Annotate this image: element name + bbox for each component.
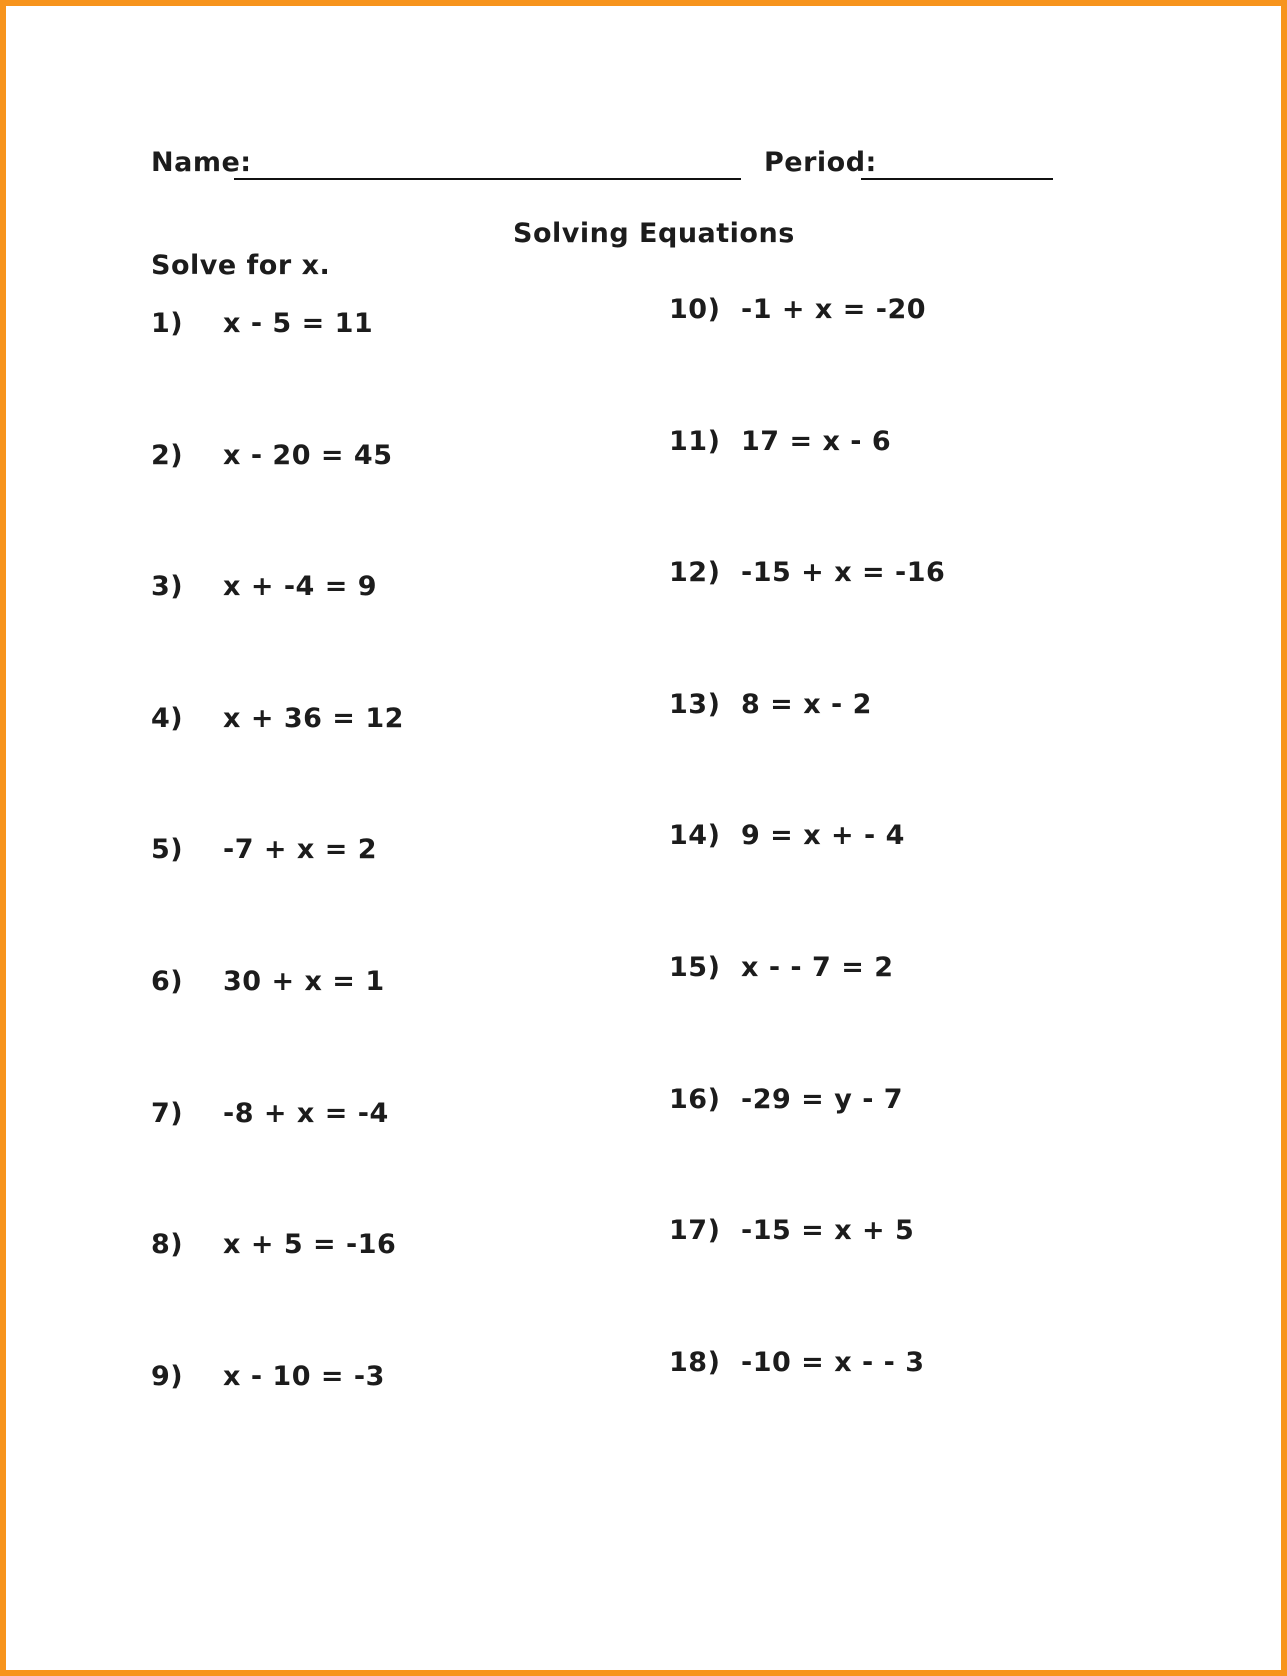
problem-row	[669, 1215, 914, 1246]
problem-row	[669, 294, 926, 325]
page-title: Solving Equations	[513, 218, 795, 249]
problem-row	[669, 952, 894, 983]
instructions-text: Solve for x.	[151, 250, 331, 281]
problem-number: 12)	[669, 557, 721, 589]
problem-equation: x - 10 = -3	[223, 1360, 385, 1392]
problem-equation: x + 36 = 12	[223, 702, 404, 734]
problems-column-right	[669, 294, 1149, 1604]
problem-number: 10)	[669, 294, 721, 325]
problem-number: 3)	[151, 571, 184, 603]
problem-equation: x - 20 = 45	[223, 439, 393, 471]
problem-row	[669, 426, 891, 457]
problem-equation: 30 + x = 1	[223, 966, 385, 997]
problem-number: 14)	[669, 820, 721, 852]
problem-number: 1)	[151, 308, 184, 339]
problem-equation: x - 5 = 11	[223, 308, 374, 339]
problem-number: 11)	[669, 425, 721, 457]
problem-number: 17)	[669, 1215, 721, 1247]
name-label: Name:	[151, 147, 252, 178]
problem-number: 5)	[151, 834, 184, 866]
problem-row	[151, 1098, 389, 1129]
problem-equation: x - - 7 = 2	[741, 952, 894, 983]
problem-row	[151, 834, 377, 865]
problem-row	[151, 308, 373, 339]
problem-equation: x + 5 = -16	[223, 1229, 397, 1261]
period-label: Period:	[764, 147, 877, 178]
problem-equation: 9 = x + - 4	[741, 820, 905, 852]
problem-number: 4)	[151, 702, 184, 734]
problem-equation: 8 = x - 2	[741, 688, 872, 720]
problem-number: 6)	[151, 966, 184, 997]
problem-equation: -15 + x = -16	[741, 557, 946, 589]
name-blank-line	[234, 178, 741, 180]
problem-row	[151, 966, 385, 997]
problem-number: 16)	[669, 1083, 721, 1115]
problem-number: 15)	[669, 952, 721, 983]
period-blank-line	[861, 178, 1053, 180]
problem-row	[669, 689, 872, 720]
problem-row	[669, 557, 945, 588]
problem-row	[669, 1084, 903, 1115]
problem-row	[151, 571, 377, 602]
problem-equation: -29 = y - 7	[741, 1083, 904, 1115]
problem-row	[669, 820, 905, 851]
problem-number: 2)	[151, 439, 184, 471]
problem-row	[151, 1229, 396, 1260]
problem-number: 7)	[151, 1097, 184, 1129]
problem-equation: -15 = x + 5	[741, 1215, 915, 1247]
problem-row	[669, 1347, 925, 1378]
problem-equation: -10 = x - - 3	[741, 1346, 925, 1378]
problem-row	[151, 1361, 385, 1392]
problem-equation: -8 + x = -4	[223, 1097, 389, 1129]
problem-equation: x + -4 = 9	[223, 571, 378, 603]
problem-row	[151, 703, 404, 734]
problem-number: 18)	[669, 1346, 721, 1378]
problem-equation: 17 = x - 6	[741, 425, 892, 457]
problem-number: 9)	[151, 1360, 184, 1392]
problem-equation: -7 + x = 2	[223, 834, 378, 866]
problem-number: 8)	[151, 1229, 184, 1261]
problems-column-left	[151, 308, 631, 1618]
problem-row	[151, 440, 393, 471]
problem-number: 13)	[669, 688, 721, 720]
problem-equation: -1 + x = -20	[741, 294, 927, 325]
